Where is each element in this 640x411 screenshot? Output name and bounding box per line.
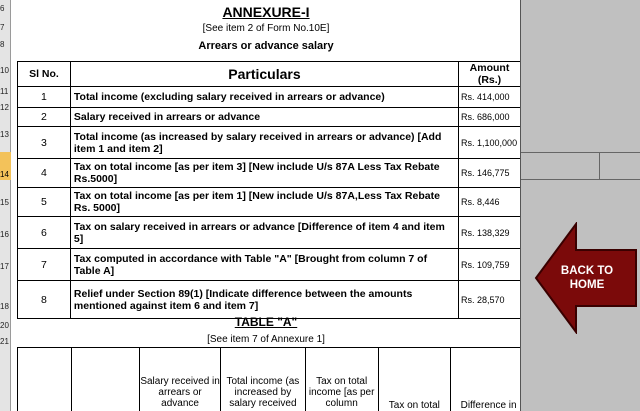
row-number[interactable]: 17 — [0, 262, 9, 271]
sl-cell[interactable]: 8 — [18, 281, 71, 319]
amount-cell[interactable]: Rs. 138,329 — [459, 217, 521, 249]
table-row — [18, 281, 521, 319]
selected-row-band — [521, 152, 640, 180]
col-header-amount[interactable]: Amount (Rs.) — [459, 62, 521, 87]
row-number[interactable]: 16 — [0, 230, 9, 239]
table-header-row — [18, 62, 521, 87]
row-number[interactable]: 20 — [0, 321, 9, 330]
row-number[interactable]: 10 — [0, 66, 9, 75]
particular-cell[interactable]: Relief under Section 89(1) [Indicate difference between the amounts mentioned against item 6 and item 7] — [70, 281, 458, 319]
table-row — [18, 188, 521, 217]
row-number[interactable]: 6 — [0, 4, 5, 13]
table-a-col[interactable]: Tax on total income [as per column — [305, 348, 378, 411]
table-row — [18, 87, 521, 108]
annexure-title: ANNEXURE-I — [222, 4, 310, 20]
sl-cell[interactable]: 2 — [18, 108, 71, 127]
relief-calculation-table — [17, 61, 521, 319]
sl-cell[interactable]: 1 — [18, 87, 71, 108]
amount-cell[interactable]: Rs. 109,759 — [459, 249, 521, 281]
sl-cell[interactable]: 4 — [18, 159, 71, 188]
particular-cell[interactable]: Tax on total income [as per item 3] [New include U/s 87A Less Tax Rebate Rs.5000] — [70, 159, 458, 188]
table-a — [17, 347, 521, 411]
back-label-line2: HOME — [569, 279, 605, 291]
amount-cell[interactable]: Rs. 28,570 — [459, 281, 521, 319]
col-header-sl[interactable]: Sl No. — [18, 62, 71, 87]
annexure-heading: Arrears or advance salary — [198, 40, 334, 52]
row-header-strip — [0, 0, 11, 411]
annexure-subtitle: [See item 2 of Form No.10E] — [202, 23, 330, 34]
table-row — [18, 127, 521, 159]
particular-cell[interactable]: Total income (excluding salary received in arrears or advance) — [70, 87, 458, 108]
row-number[interactable]: 13 — [0, 130, 9, 139]
particular-cell[interactable]: Salary received in arrears or advance — [70, 108, 458, 127]
row-number[interactable]: 21 — [0, 337, 9, 346]
empty-sheet-area — [521, 0, 640, 411]
table-a-col[interactable]: Difference in — [451, 348, 521, 411]
amount-cell[interactable]: Rs. 686,000 — [459, 108, 521, 127]
column-divider — [599, 152, 600, 180]
amount-cell[interactable]: Rs. 146,775 — [459, 159, 521, 188]
row-number[interactable]: 18 — [0, 302, 9, 311]
sl-cell[interactable]: 5 — [18, 188, 71, 217]
table-a-col[interactable]: Total income (as increased by salary received — [220, 348, 305, 411]
row-number[interactable]: 8 — [0, 40, 5, 49]
particular-cell[interactable]: Tax on total income [as per item 1] [New include U/s 87A,Less Tax Rebate Rs. 5000] — [70, 188, 458, 217]
table-row — [18, 108, 521, 127]
back-label-line1: BACK TO — [560, 265, 614, 277]
table-row — [18, 249, 521, 281]
amount-cell[interactable]: Rs. 1,100,000 — [459, 127, 521, 159]
particular-cell[interactable]: Tax computed in accordance with Table "A" [Brought from column 7 of Table A] — [70, 249, 458, 281]
table-row-selected — [18, 159, 521, 188]
row-number[interactable]: 11 — [0, 87, 9, 96]
table-a-col[interactable] — [18, 348, 72, 411]
table-a-col[interactable]: Tax on total — [378, 348, 451, 411]
amount-cell[interactable]: Rs. 8,446 — [459, 188, 521, 217]
back-to-home-label[interactable] — [556, 264, 618, 292]
row-number-selected[interactable]: 14 — [0, 152, 11, 180]
row-number[interactable]: 15 — [0, 198, 9, 207]
particular-cell[interactable]: Total income (as increased by salary received in arrears or advance) [Add item 1 and item 2] — [70, 127, 458, 159]
table-a-subtitle: [See item 7 of Annexure 1] — [207, 334, 325, 345]
col-header-particulars[interactable]: Particulars — [70, 62, 458, 87]
sl-cell[interactable]: 3 — [18, 127, 71, 159]
sl-cell[interactable]: 6 — [18, 217, 71, 249]
particular-cell[interactable]: Tax on salary received in arrears or advance [Difference of item 4 and item 5] — [70, 217, 458, 249]
table-a-col[interactable] — [71, 348, 140, 411]
row-number[interactable]: 12 — [0, 103, 9, 112]
table-a-header-row — [18, 348, 522, 411]
table-row — [18, 217, 521, 249]
table-a-title: TABLE "A" — [234, 315, 298, 329]
row-number[interactable]: 7 — [0, 23, 5, 32]
table-a-col[interactable]: Salary received in arrears or advance — [140, 348, 221, 411]
spreadsheet-page — [11, 0, 521, 411]
amount-cell[interactable]: Rs. 414,000 — [459, 87, 521, 108]
sl-cell[interactable]: 7 — [18, 249, 71, 281]
